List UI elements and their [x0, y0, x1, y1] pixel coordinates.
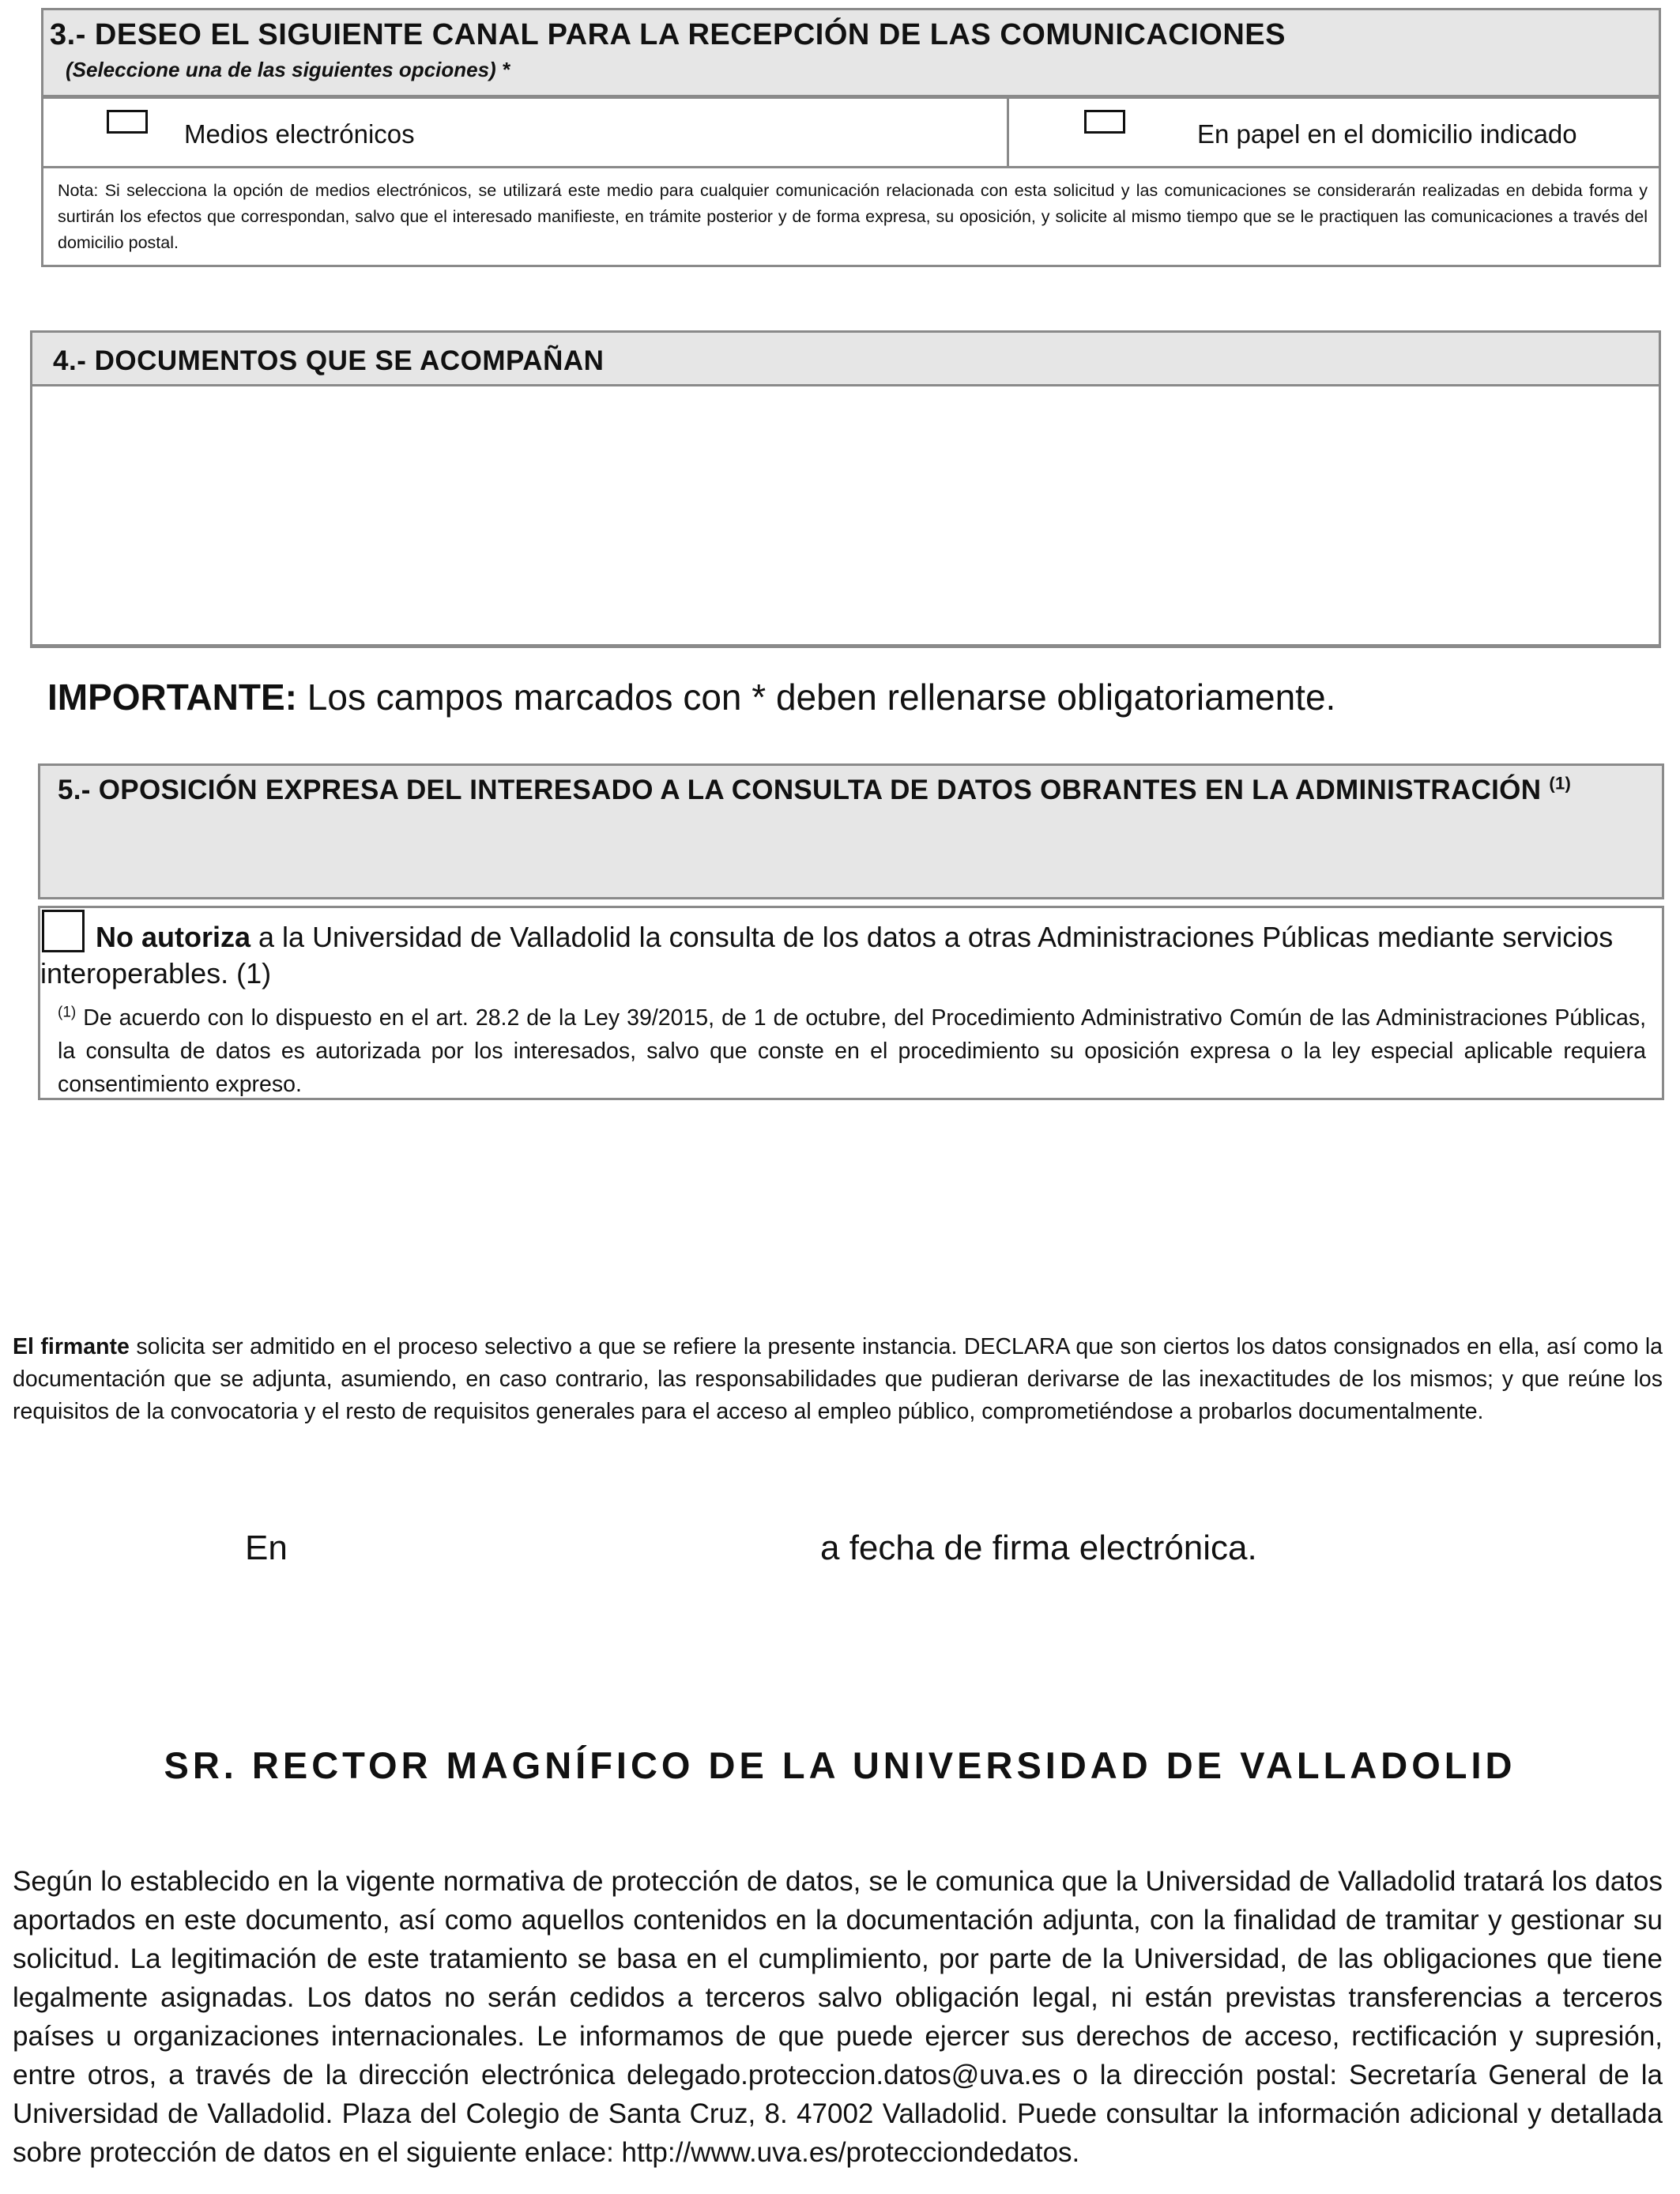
- important-text: Los campos marcados con * deben rellenarse obligatoriamente.: [297, 677, 1336, 718]
- footnote-text: De acuerdo con lo dispuesto en el art. 28.2 de la Ley 39/2015, de 1 de octubre, del Procedimiento Administrativo Común de las Administraciones Públicas, la consulta de datos es autorizada por los interesados, salvo que conste en el procedimiento su oposición expresa o la ley especial aplicable requiera consentimiento expreso.: [58, 1005, 1646, 1097]
- place-label: En: [245, 1529, 288, 1567]
- no-autoriza-text: a la Universidad de Valladolid la consulta de los datos a otras Administraciones Públicas mediante servicios interoperables. (1): [40, 921, 1614, 990]
- declaration-lead: El firmante: [13, 1334, 130, 1359]
- declaration-paragraph: [13, 1331, 1663, 1428]
- declaration-text: solicita ser admitido en el proceso selectivo a que se refiere la presente instancia. DECLARA que son ciertos los datos consignados en ella, así como la documentación que se adjunta, asumiendo, en caso contrario, las responsabilidades que pudieran derivarse de las inexactitudes de los mismos; y que reúne los requisitos de la convocatoria y el resto de requisitos generales para el acceso al empleo público, comprometiéndose a probarlos documentalmente.: [13, 1334, 1663, 1424]
- section-5-footnote: [58, 1001, 1646, 1101]
- section-communication-channel: [41, 8, 1661, 267]
- channel-options-row: [43, 99, 1659, 168]
- place-field[interactable]: [300, 1529, 806, 1573]
- option-paper-cell: [1009, 99, 1659, 166]
- important-notice: [47, 676, 1335, 718]
- paper-checkbox[interactable]: [1084, 110, 1125, 134]
- option-electronic-label: Medios electrónicos: [184, 119, 415, 149]
- option-electronic-cell: [43, 99, 1009, 166]
- section-3-note: Nota: Si selecciona la opción de medios electrónicos, se utilizará este medio para cualquier comunicación relacionada con esta solicitud y las comunicaciones se considerarán realizadas en debida forma y surtirán los efectos que correspondan, salvo que el interesado manifieste, en trámite posterior y de forma expresa, su oposición, y solicite al mismo tiempo que se le practiquen las comunicaciones a través del domicilio postal.: [58, 181, 1648, 252]
- section-5-body: [38, 906, 1664, 1100]
- section-3-title: 3.- DESEO EL SIGUIENTE CANAL PARA LA RECEPCIÓN DE LAS COMUNICACIONES: [50, 18, 1286, 51]
- section-5-title: [58, 772, 1607, 809]
- section-3-header: [43, 10, 1659, 99]
- section-5-header: [38, 763, 1664, 899]
- section-3-subtitle: (Seleccione una de las siguientes opciones) *: [66, 58, 510, 81]
- data-protection-paragraph: Según lo establecido en la vigente normativa de protección de datos, se le comunica que la Universidad de Valladolid tratará los datos aportados en este documento, así como aquellos contenidos en la documentación adjunta, con la finalidad de tramitar y gestionar su solicitud. La legitimación de este tratamiento se basa en el cumplimiento, por parte de la Universidad, de las obligaciones que tiene legalmente asignadas. Los datos no serán cedidos a terceros salvo obligación legal, ni están previstas transferencias a terceros países u organizaciones internacionales. Le informamos de que puede ejercer sus derechos de acceso, rectificación y supresión, entre otros, a través de la dirección electrónica delegado.proteccion.datos@uva.es o la dirección postal: Secretaría General de la Universidad de Valladolid. Plaza del Colegio de Santa Cruz, 8. 47002 Valladolid. Puede consultar la información adicional y detallada sobre protección de datos en el siguiente enlace: http://www.uva.es/protecciondedatos.: [13, 1866, 1663, 2168]
- section-4-title: 4.- DOCUMENTOS QUE SE ACOMPAÑAN: [53, 345, 605, 376]
- section-5-title-footnote: (1): [1549, 773, 1572, 794]
- electronic-checkbox[interactable]: [107, 110, 148, 134]
- footnote-marker: (1): [58, 1004, 77, 1021]
- date-label: a fecha de firma electrónica.: [820, 1529, 1257, 1567]
- no-autoriza-statement: [40, 919, 1652, 992]
- no-autoriza-label: No autoriza: [96, 921, 251, 953]
- section-5-title-text: 5.- OPOSICIÓN EXPRESA DEL INTERESADO A LA CONSULTA DE DATOS OBRANTES EN LA ADMINISTRACIÓN: [58, 775, 1542, 805]
- important-label: IMPORTANTE:: [47, 677, 298, 718]
- addressee-heading: SR. RECTOR MAGNÍFICO DE LA UNIVERSIDAD DE VALLADOLID: [164, 1744, 1516, 1786]
- no-autoriza-checkbox[interactable]: [42, 910, 85, 952]
- documents-textarea[interactable]: [32, 386, 1659, 644]
- option-paper-label: En papel en el domicilio indicado: [1197, 119, 1577, 149]
- section-attached-documents: [30, 330, 1661, 648]
- section-4-header: [32, 333, 1659, 386]
